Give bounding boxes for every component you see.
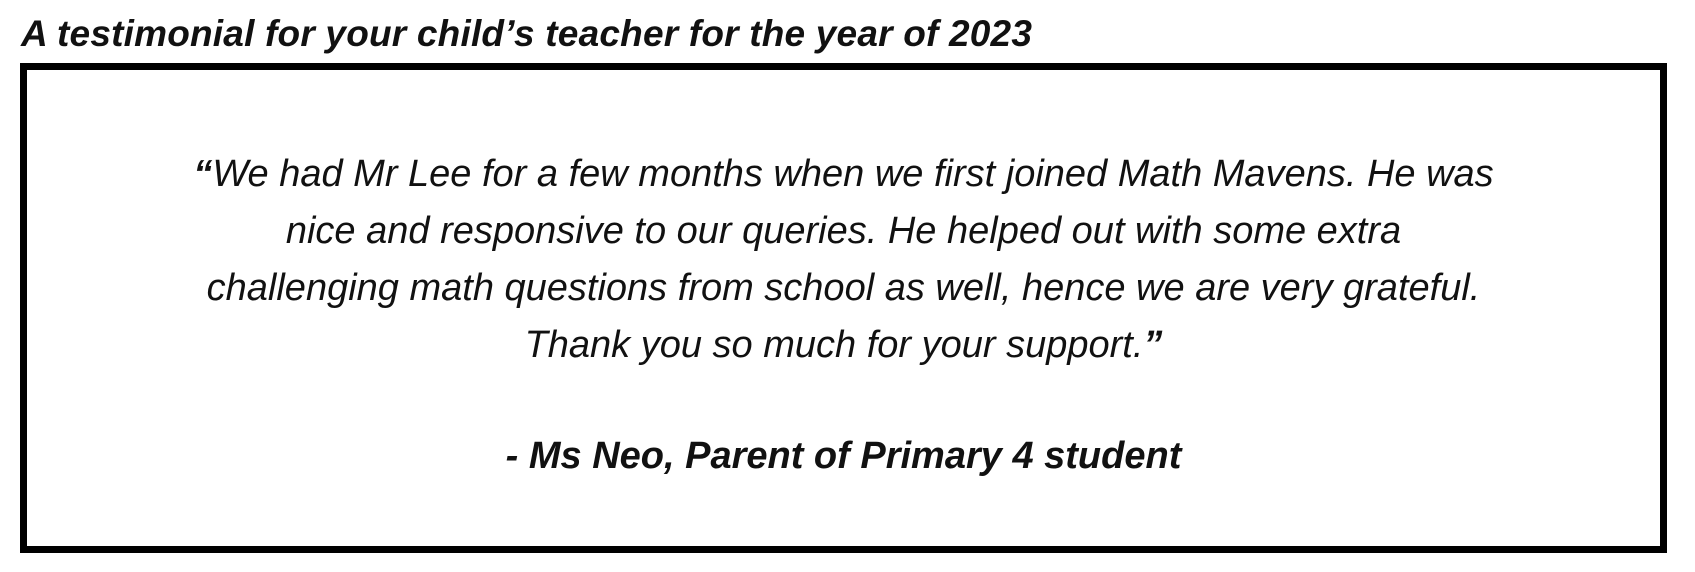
page-title: A testimonial for your child’s teacher for the year of 2023 [21,13,1033,54]
testimonial-attribution: - Ms Neo, Parent of Primary 4 student [505,435,1182,477]
testimonial-box [20,63,1667,553]
quote-line-3: challenging math questions from school as well, hence we are very grateful. [206,267,1481,309]
close-quote-mark: ” [1143,324,1163,366]
open-quote-mark: “ [193,153,213,195]
quote-line-1-text: We had Mr Lee for a few months when we first joined Math Mavens. He was [212,153,1494,195]
quote-line-1 [27,146,1660,203]
testimonial-quote [27,146,1660,374]
quote-line-4-text: Thank you so much for your support. [524,324,1144,366]
quote-line-4 [27,317,1660,374]
quote-line-2: nice and responsive to our queries. He helped out with some extra [285,210,1402,252]
